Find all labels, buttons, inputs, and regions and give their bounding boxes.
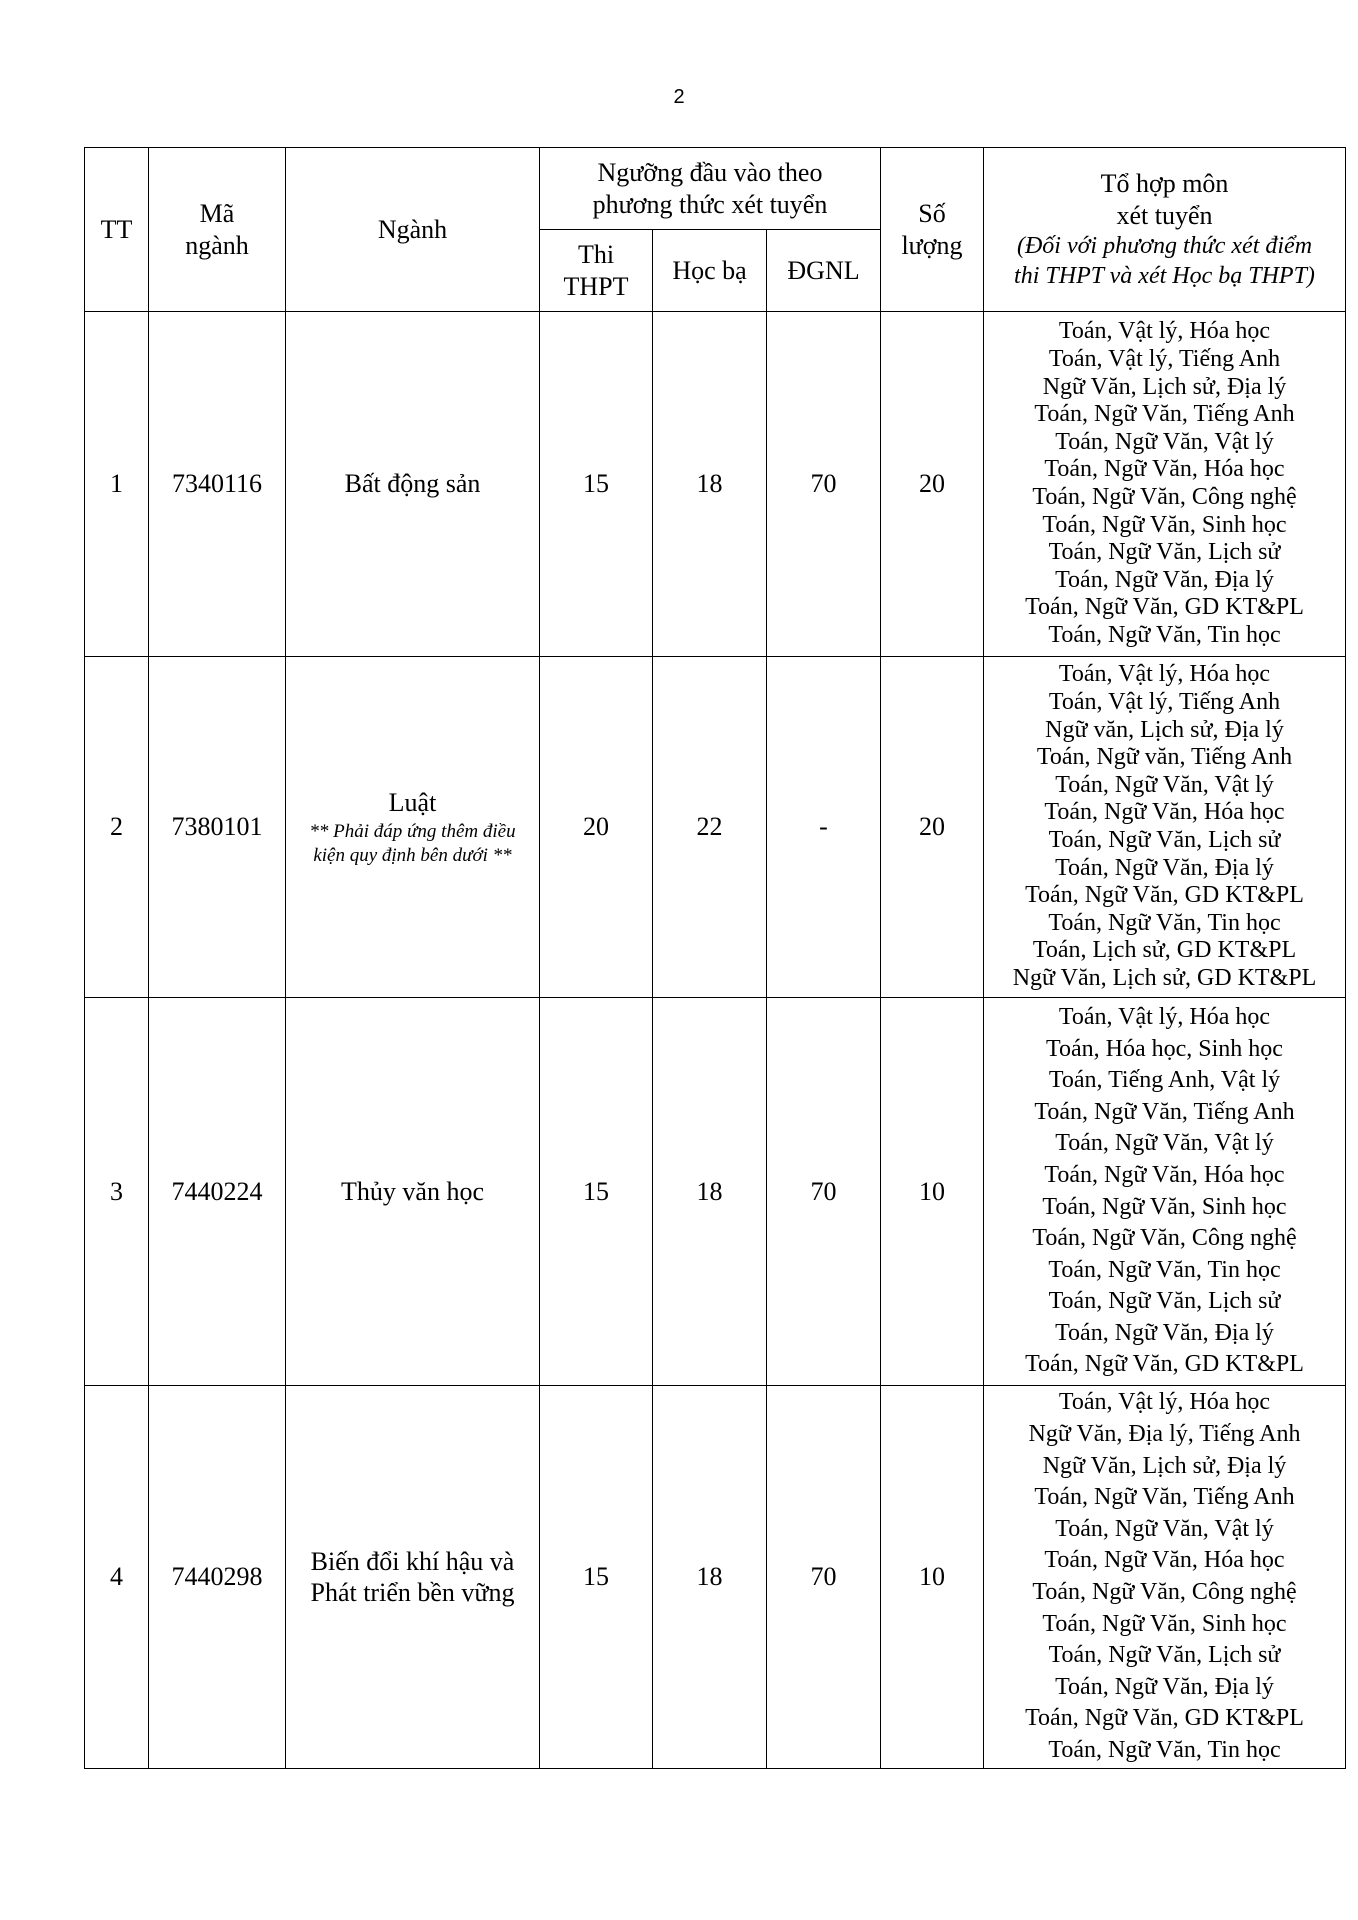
cell-quota: 10 (881, 998, 984, 1386)
combo-item: Toán, Ngữ Văn, Vật lý (1055, 428, 1274, 455)
combo-item: Ngữ Văn, Lịch sử, Địa lý (1042, 1452, 1287, 1479)
combo-item: Toán, Ngữ Văn, Sinh học (1042, 1193, 1287, 1220)
cell-name-note-line1: ** Phải đáp ứng thêm điều (309, 820, 516, 842)
combo-item: Toán, Ngữ Văn, Địa lý (1055, 566, 1274, 593)
cell-name-line2: Phát triển bền vững (310, 1578, 515, 1607)
cell-hoc-ba: 18 (653, 998, 767, 1386)
header-to-hop-line1: Tổ hợp môn (1100, 169, 1229, 199)
header-hoc-ba: Học bạ (653, 230, 767, 312)
combo-item: Toán, Ngữ Văn, Tiếng Anh (1034, 401, 1295, 428)
combo-item: Toán, Ngữ Văn, Công nghệ (1032, 484, 1297, 510)
cell-dgnl: 70 (767, 312, 881, 657)
header-threshold-line1: Ngưỡng đầu vào theo (597, 158, 823, 188)
combo-item: Toán, Ngữ Văn, Công nghệ (1032, 1579, 1297, 1605)
cell-code: 7440298 (149, 1386, 286, 1769)
combo-item: Toán, Vật lý, Hóa học (1058, 318, 1271, 345)
combo-item: Toán, Ngữ Văn, Lịch sử (1048, 539, 1281, 566)
header-ma-nganh-line1: Mã (199, 199, 235, 229)
combo-item: Toán, Ngữ Văn, Sinh học (1042, 511, 1287, 538)
combo-item: Toán, Ngữ Văn, Tin học (1048, 621, 1281, 648)
cell-combos (984, 657, 1346, 998)
cell-name-line1: Bất động sản (344, 469, 481, 499)
cell-dgnl: 70 (767, 1386, 881, 1769)
cell-thpt: 15 (540, 312, 653, 657)
cell-thpt: 15 (540, 1386, 653, 1769)
combo-item: Toán, Lịch sử, GD KT&PL (1032, 937, 1297, 964)
header-ma-nganh (149, 148, 286, 312)
combo-item: Toán, Ngữ Văn, Địa lý (1055, 1673, 1274, 1700)
cell-hoc-ba: 18 (653, 1386, 767, 1769)
combo-item: Toán, Vật lý, Hóa học (1058, 1003, 1271, 1030)
header-to-hop-line2: xét tuyển (1116, 200, 1213, 230)
cell-tt: 3 (85, 998, 149, 1386)
header-thi-thpt-line1: Thi (577, 240, 615, 270)
admission-table (84, 147, 1346, 1769)
cell-name-note-line2: kiện quy định bên dưới ** (313, 844, 512, 866)
combo-item: Toán, Ngữ Văn, Công nghệ (1032, 1225, 1297, 1252)
header-to-hop-note-line1: (Đối với phương thức xét điểm (1016, 232, 1313, 259)
header-so-luong-line2: lượng (901, 230, 963, 260)
combo-item: Toán, Ngữ Văn, Địa lý (1055, 1319, 1274, 1346)
cell-thpt: 15 (540, 998, 653, 1386)
combo-item: Toán, Vật lý, Tiếng Anh (1048, 346, 1281, 373)
cell-name-line1: Biến đổi khí hậu và (310, 1546, 515, 1576)
combo-item: Toán, Hóa học, Sinh học (1046, 1035, 1283, 1062)
header-threshold-group (540, 148, 881, 230)
cell-tt: 4 (85, 1386, 149, 1769)
table-row (85, 657, 1346, 998)
combo-item: Toán, Ngữ Văn, Tin học (1048, 1256, 1281, 1283)
cell-combos (984, 998, 1346, 1386)
header-to-hop-note-line2: thi THPT và xét Học bạ THPT) (1014, 262, 1315, 289)
combo-item: Toán, Ngữ Văn, GD KT&PL (1025, 1351, 1304, 1378)
cell-combos (984, 312, 1346, 657)
combo-item: Toán, Ngữ Văn, Tin học (1048, 1736, 1281, 1763)
table-row (85, 312, 1346, 657)
header-so-luong (881, 148, 984, 312)
combo-item: Toán, Ngữ Văn, Hóa học (1044, 1161, 1285, 1188)
cell-name (286, 312, 540, 657)
header-ma-nganh-line2: ngành (185, 230, 249, 260)
combo-item: Ngữ văn, Lịch sử, Địa lý (1045, 716, 1284, 743)
combo-item: Toán, Ngữ Văn, Hóa học (1044, 1547, 1285, 1574)
combo-item: Toán, Ngữ Văn, Tin học (1048, 909, 1281, 936)
header-so-luong-line1: Số (918, 199, 946, 229)
cell-hoc-ba: 22 (653, 657, 767, 998)
cell-name (286, 657, 540, 998)
combo-item: Toán, Ngữ Văn, GD KT&PL (1025, 882, 1304, 909)
cell-hoc-ba: 18 (653, 312, 767, 657)
header-to-hop (984, 148, 1346, 312)
cell-combos (984, 1386, 1346, 1769)
cell-quota: 20 (881, 657, 984, 998)
page-number: 2 (673, 86, 685, 108)
cell-name-note (286, 820, 539, 868)
header-thi-thpt-line2: THPT (563, 271, 629, 301)
combo-item: Toán, Ngữ Văn, Sinh học (1042, 1610, 1287, 1637)
cell-quota: 20 (881, 312, 984, 657)
cell-name-line1: Thủy văn học (341, 1176, 484, 1206)
cell-tt: 1 (85, 312, 149, 657)
table-row (85, 998, 1346, 1386)
header-row (85, 148, 1346, 230)
cell-code: 7440224 (149, 998, 286, 1386)
header-dgnl: ĐGNL (767, 230, 881, 312)
combo-item: Toán, Ngữ Văn, Tiếng Anh (1034, 1098, 1295, 1125)
combo-item: Toán, Ngữ văn, Tiếng Anh (1036, 744, 1293, 771)
cell-code: 7380101 (149, 657, 286, 998)
combo-item: Toán, Ngữ Văn, Vật lý (1055, 1515, 1274, 1542)
combo-item: Toán, Ngữ Văn, GD KT&PL (1025, 1705, 1304, 1732)
cell-quota: 10 (881, 1386, 984, 1769)
cell-dgnl: - (767, 657, 881, 998)
combo-item: Ngữ Văn, Lịch sử, GD KT&PL (1012, 964, 1317, 991)
combo-item: Toán, Ngữ Văn, Tiếng Anh (1034, 1484, 1295, 1511)
cell-tt: 2 (85, 657, 149, 998)
combo-item: Toán, Ngữ Văn, Lịch sử (1048, 827, 1281, 853)
combo-item: Toán, Vật lý, Hóa học (1058, 1389, 1271, 1416)
combo-item: Toán, Vật lý, Tiếng Anh (1048, 689, 1281, 716)
combo-item: Ngữ Văn, Lịch sử, Địa lý (1042, 373, 1287, 400)
table-row (85, 1386, 1346, 1769)
combo-item: Toán, Tiếng Anh, Vật lý (1048, 1067, 1281, 1094)
cell-name-line1: Luật (388, 787, 437, 817)
cell-name (286, 1386, 540, 1769)
header-thi-thpt (540, 230, 653, 312)
combo-item: Toán, Ngữ Văn, Lịch sử (1048, 1642, 1281, 1669)
cell-thpt: 20 (540, 657, 653, 998)
combo-item: Toán, Ngữ Văn, Hóa học (1044, 799, 1285, 826)
combo-item: Ngữ Văn, Địa lý, Tiếng Anh (1028, 1421, 1301, 1448)
combo-item: Toán, Ngữ Văn, Vật lý (1055, 771, 1274, 798)
header-tt: TT (85, 148, 149, 312)
cell-code: 7340116 (149, 312, 286, 657)
table-body (85, 312, 1346, 1769)
header-threshold-line2: phương thức xét tuyển (592, 189, 828, 219)
header-nganh: Ngành (286, 148, 540, 312)
combo-item: Toán, Ngữ Văn, Hóa học (1044, 456, 1285, 483)
combo-item: Toán, Ngữ Văn, GD KT&PL (1025, 594, 1304, 621)
combo-item: Toán, Vật lý, Hóa học (1058, 661, 1271, 688)
combo-item: Toán, Ngữ Văn, Vật lý (1055, 1130, 1274, 1157)
combo-item: Toán, Ngữ Văn, Địa lý (1055, 854, 1274, 881)
combo-item: Toán, Ngữ Văn, Lịch sử (1048, 1288, 1281, 1315)
cell-dgnl: 70 (767, 998, 881, 1386)
cell-name (286, 998, 540, 1386)
